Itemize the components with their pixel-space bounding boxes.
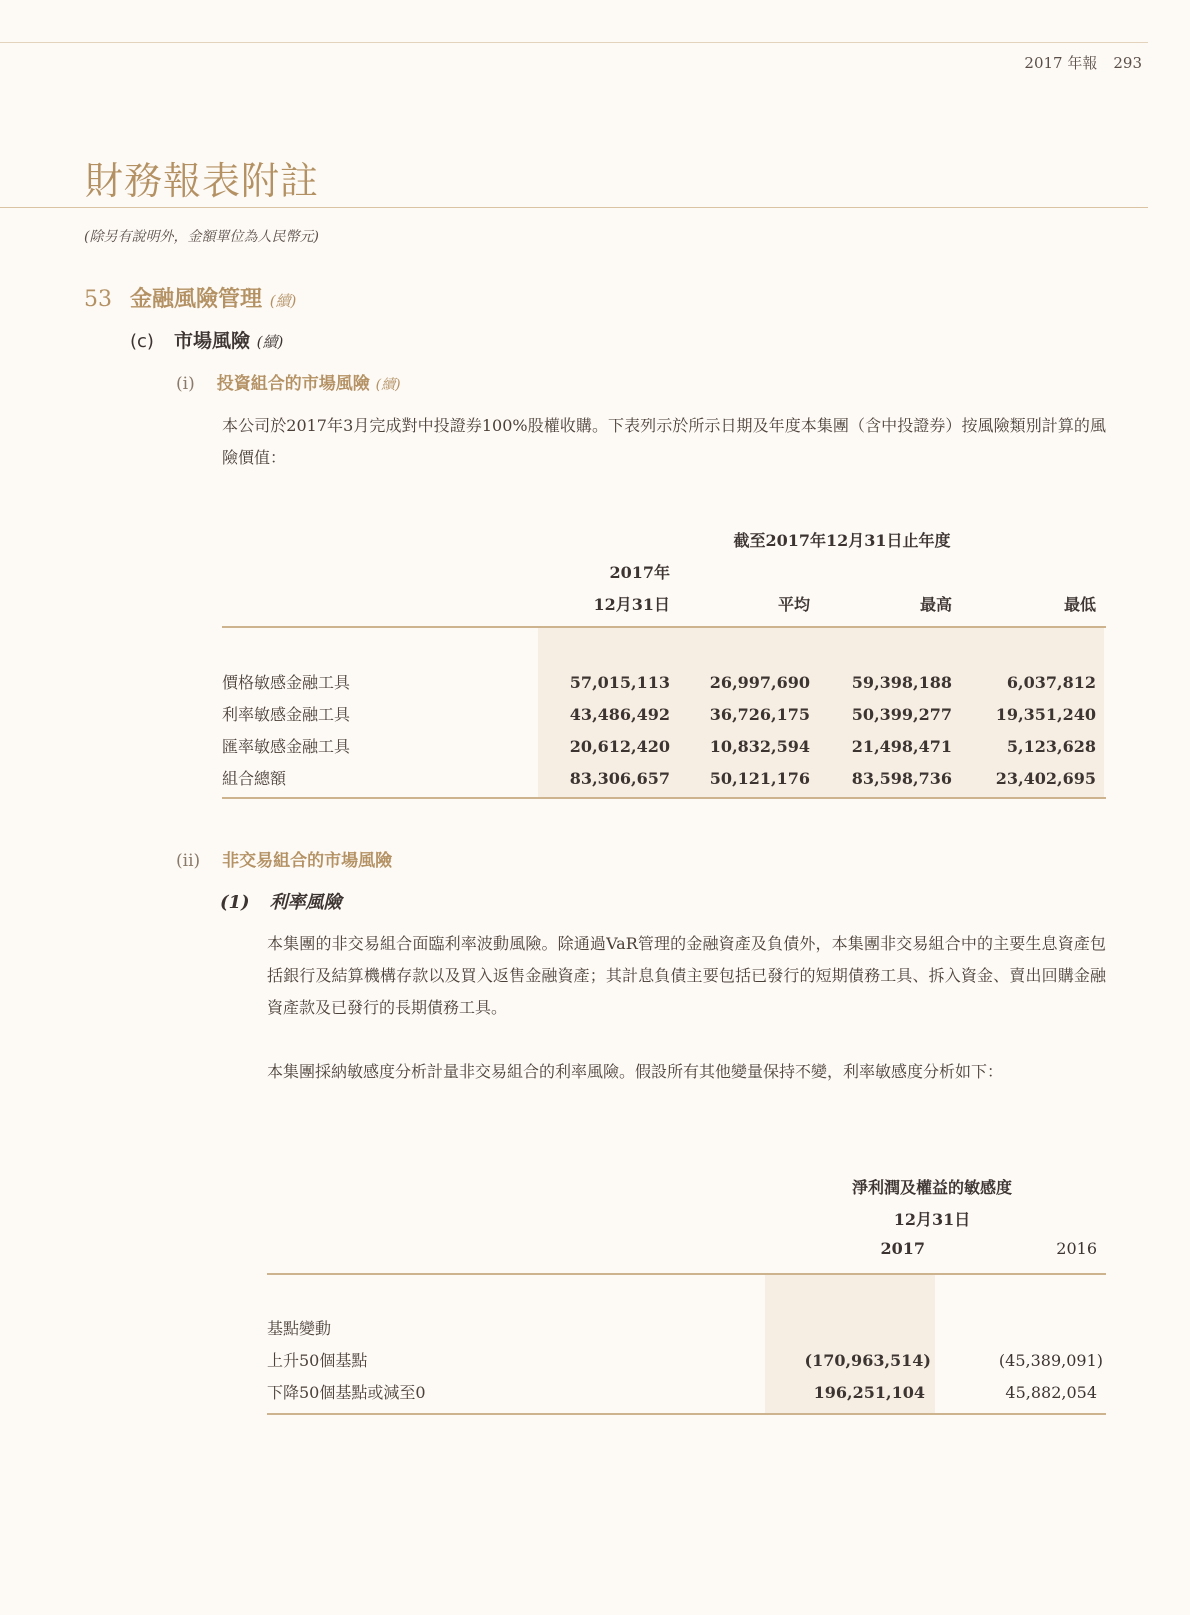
cell-max: 59,398,188	[851, 673, 952, 692]
table-row	[267, 1313, 1106, 1345]
item-1-title: 利率風險	[269, 892, 342, 913]
item-ii-title: 非交易組合的市場風險	[222, 851, 393, 871]
cell-max: 21,498,471	[851, 737, 952, 756]
sens-group-header: 淨利潤及權益的敏感度	[851, 1178, 1012, 1197]
sens-header-rule	[267, 1273, 1106, 1275]
item-1-heading	[220, 888, 342, 914]
top-rule	[0, 42, 1148, 43]
table-row	[222, 731, 1106, 763]
table-row	[222, 667, 1106, 699]
row-label: 匯率敏感金融工具	[222, 737, 351, 756]
row-label: 價格敏感金融工具	[222, 673, 351, 692]
var-table	[222, 528, 1106, 803]
sens-col-2016: 2016	[1056, 1239, 1097, 1258]
item-i-number: (i)	[176, 374, 195, 394]
row-label: 利率敏感金融工具	[222, 705, 351, 724]
var-col-date-line1: 2017年	[609, 563, 670, 582]
var-col-min: 最低	[1063, 595, 1096, 614]
cell-avg: 50,121,176	[709, 769, 810, 788]
var-col-date-line2: 12月31日	[593, 595, 670, 614]
sens-sub-header: 12月31日	[893, 1210, 971, 1229]
subsection-heading	[130, 326, 283, 353]
row-label: 下降50個基點或減至0	[267, 1383, 426, 1402]
item-1-paragraph-1: 本集團的非交易組合面臨利率波動風險。除通過VaR管理的金融資產及負債外，本集團非交易組合中的主要生息資產包括銀行及結算機構存款以及買入返售金融資產；其計息負債主要包括已發行的短期債務工具、拆入資金、賣出回購金融資產款及已發行的長期債務工具。	[267, 934, 1106, 1017]
cell-date: 20,612,420	[569, 737, 670, 756]
item-i-heading	[176, 369, 401, 394]
section-heading	[84, 282, 296, 313]
item-ii-heading	[176, 846, 392, 871]
cell-avg: 10,832,594	[709, 737, 810, 756]
item-i-paragraph: 本公司於2017年3月完成對中投證券100%股權收購。下表列示於所示日期及年度本集團（含中投證券）按風險類別計算的風險價值：	[222, 416, 1106, 467]
cell-min: 6,037,812	[1006, 673, 1096, 692]
item-i-title: 投資組合的市場風險	[216, 374, 370, 394]
var-bottom-rule	[222, 797, 1106, 799]
page-number: 293	[1113, 54, 1142, 72]
item-i-cont: (續)	[375, 377, 401, 393]
subsection-cont: (續)	[256, 333, 284, 351]
sens-bottom-rule	[267, 1413, 1106, 1415]
row-label: 組合總額	[222, 769, 287, 788]
var-col-avg: 平均	[777, 595, 810, 614]
cell-date: 83,306,657	[569, 769, 670, 788]
cell-2016: 45,882,054	[1005, 1383, 1097, 1402]
page-title: 財務報表附註	[85, 159, 320, 203]
cell-date: 43,486,492	[569, 705, 670, 724]
cell-min: 23,402,695	[995, 769, 1096, 788]
table-row	[267, 1377, 1106, 1409]
var-col-max: 最高	[919, 595, 952, 614]
running-head	[1008, 52, 1142, 73]
cell-max: 83,598,736	[851, 769, 952, 788]
cell-avg: 36,726,175	[709, 705, 810, 724]
title-rule	[0, 207, 1148, 208]
var-group-header: 截至2017年12月31日止年度	[733, 531, 951, 550]
subsection-number: (c)	[130, 331, 154, 352]
subsection-title: 市場風險	[173, 330, 250, 352]
cell-min: 19,351,240	[995, 705, 1096, 724]
sensitivity-table	[267, 1175, 1106, 1420]
row-label: 上升50個基點	[267, 1351, 368, 1370]
cell-2017: (170,963,514)	[804, 1351, 931, 1370]
item-ii-number: (ii)	[176, 851, 201, 871]
table-row	[222, 699, 1106, 731]
cell-2017: 196,251,104	[813, 1383, 925, 1402]
cell-min: 5,123,628	[1006, 737, 1096, 756]
section-title: 金融風險管理	[130, 286, 263, 312]
units-note: (除另有說明外，金額單位為人民幣元)	[84, 229, 319, 245]
section-cont: (續)	[269, 292, 297, 310]
item-1-paragraph-2: 本集團採納敏感度分析計量非交易組合的利率風險。假設所有其他變量保持不變，利率敏感度分析如下：	[267, 1062, 1004, 1081]
cell-avg: 26,997,690	[709, 673, 810, 692]
item-1-number: (1)	[220, 892, 250, 913]
sens-col-2017: 2017	[880, 1239, 925, 1258]
var-header-rule	[222, 626, 1106, 628]
cell-2016: (45,389,091)	[998, 1351, 1103, 1370]
section-number: 53	[84, 287, 112, 312]
table-row	[267, 1345, 1106, 1377]
table-row	[222, 763, 1106, 795]
cell-date: 57,015,113	[569, 673, 670, 692]
report-label: 2017 年報	[1024, 54, 1098, 72]
cell-max: 50,399,277	[851, 705, 952, 724]
sens-row-title: 基點變動	[267, 1319, 332, 1338]
